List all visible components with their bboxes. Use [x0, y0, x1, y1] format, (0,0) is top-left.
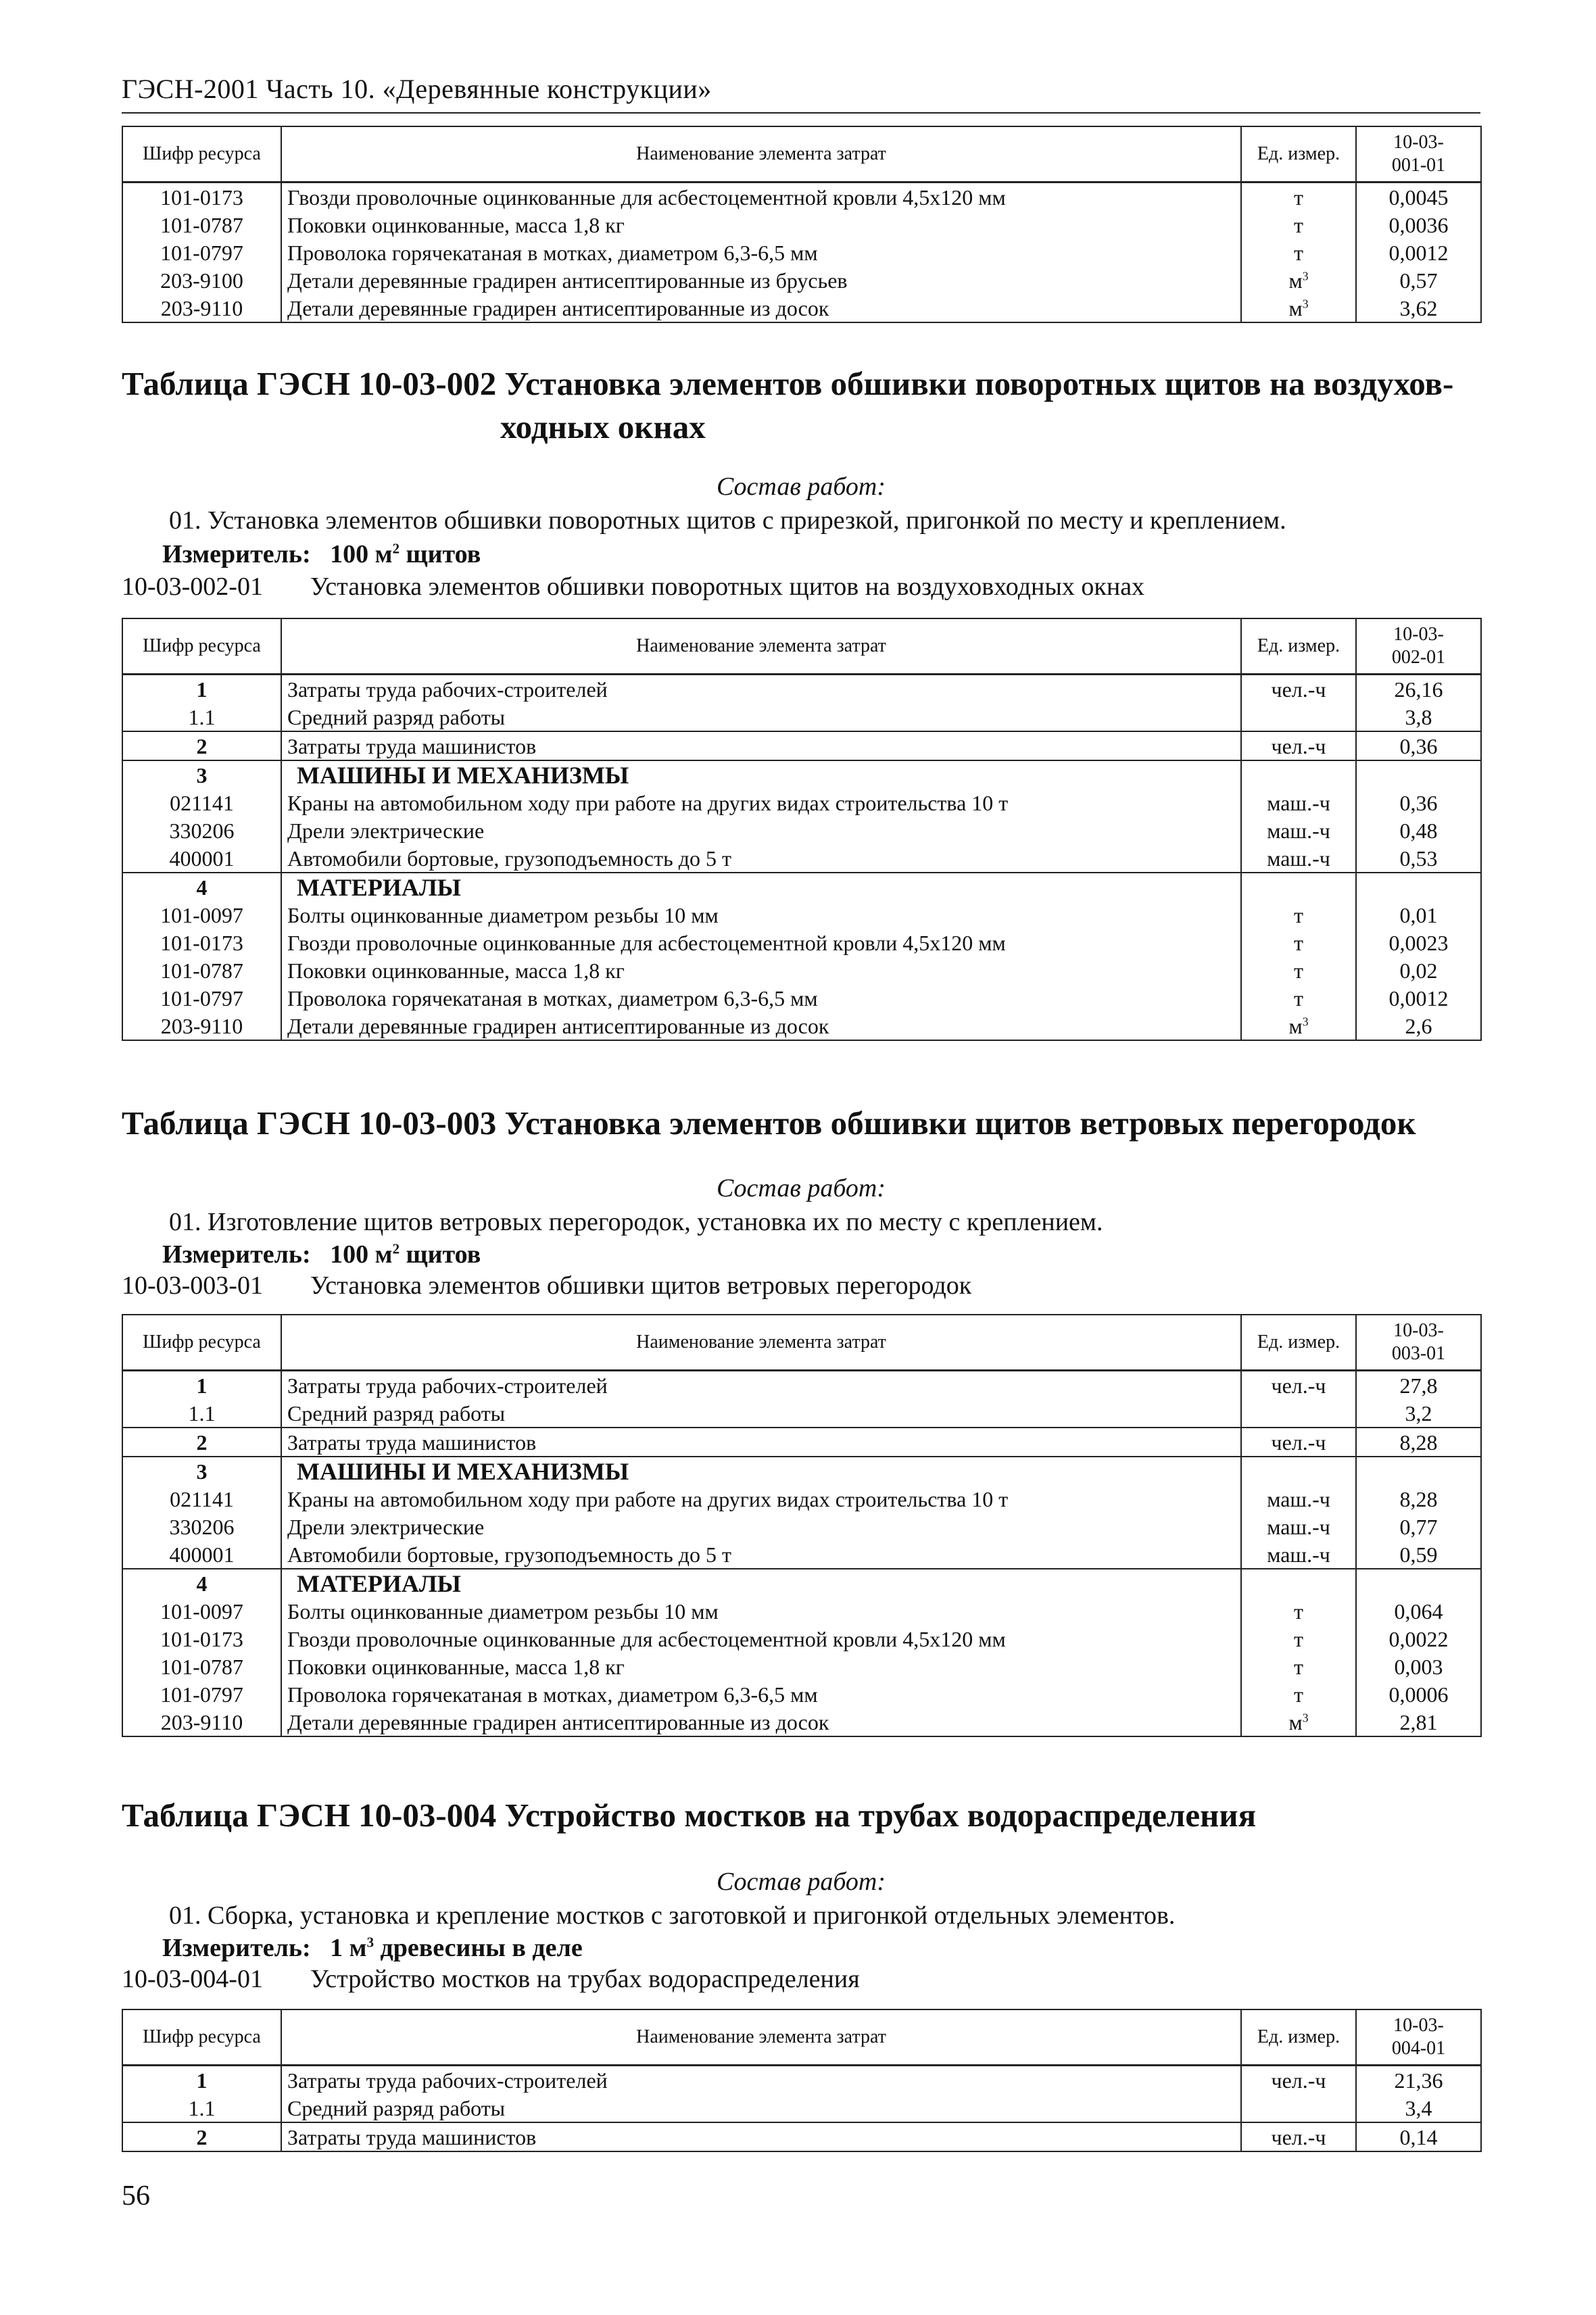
table-row: [122, 731, 1481, 760]
norm-value: 0,0012: [1356, 984, 1481, 1012]
table-row: [122, 1513, 1481, 1540]
unit-cell: [1241, 901, 1356, 929]
resource-code: 203-9110: [122, 1012, 281, 1040]
unit-cell: [1241, 844, 1356, 873]
resource-code: 3: [122, 1457, 281, 1485]
unit: чел.-ч: [1271, 1430, 1326, 1455]
table-row: [122, 2122, 1481, 2151]
resource-code: 4: [122, 1569, 281, 1597]
resource-code: 2: [122, 731, 281, 760]
unit-cell: [1241, 1708, 1356, 1736]
unit: чел.-ч: [1271, 2124, 1326, 2149]
resource-code: 1.1: [122, 1399, 281, 1428]
norm-value: [1356, 760, 1481, 789]
header-unit: Ед. измер.: [1241, 1315, 1356, 1371]
resource-code: 101-0097: [122, 1597, 281, 1625]
unit-cell: [1241, 1485, 1356, 1513]
unit-cell: [1241, 182, 1356, 212]
norm-value: 0,53: [1356, 844, 1481, 873]
norm-value: 0,59: [1356, 1540, 1481, 1569]
resource-code: 101-0787: [122, 211, 281, 239]
table-row: [122, 1597, 1481, 1625]
unit-cell: [1241, 1653, 1356, 1680]
table-row: [122, 760, 1481, 789]
table-row: [122, 182, 1481, 212]
resource-code: 400001: [122, 1540, 281, 1569]
unit-superscript: 3: [1302, 268, 1309, 283]
norm-value: 0,36: [1356, 789, 1481, 817]
resource-name: Автомобили бортовые, грузоподъемность до 5 т: [281, 1540, 1241, 1569]
unit: т: [1294, 185, 1303, 210]
unit-superscript: 3: [1302, 296, 1309, 310]
resource-name: Детали деревянные градирен антисептированные из досок: [281, 294, 1241, 322]
unit-cell: [1241, 873, 1356, 901]
header-unit: Ед. измер.: [1241, 126, 1356, 182]
unit: м: [1288, 1709, 1303, 1734]
unit-cell: [1241, 2122, 1356, 2151]
page-number: 56: [122, 2180, 150, 2212]
resource-name: Дрели электрические: [281, 817, 1241, 844]
resource-name: Краны на автомобильном ходу при работе на других видах строительства 10 т: [281, 1485, 1241, 1513]
norm-value: 0,02: [1356, 956, 1481, 984]
work-description: 01. Изготовление щитов ветровых перегородок, установка их по месту с креплением.: [169, 1208, 1103, 1236]
unit: т: [1294, 212, 1303, 237]
unit-cell: [1241, 731, 1356, 760]
header-unit: Ед. измер.: [1241, 2009, 1356, 2066]
table-row: [122, 703, 1481, 731]
table-row: [122, 1625, 1481, 1653]
norm-value: 0,003: [1356, 1653, 1481, 1680]
unit: чел.-ч: [1271, 733, 1326, 758]
unit: м: [1288, 1013, 1303, 1038]
composition-label: Состав работ:: [716, 1174, 886, 1202]
norm-value: [1356, 1569, 1481, 1597]
unit: маш.-ч: [1267, 818, 1330, 843]
table-row: [122, 239, 1481, 266]
unit: маш.-ч: [1267, 1514, 1330, 1539]
norm-value: 3,62: [1356, 294, 1481, 322]
unit: маш.-ч: [1267, 1486, 1330, 1511]
table-row: [122, 901, 1481, 929]
unit-cell: [1241, 1457, 1356, 1485]
resource-code: 1.1: [122, 703, 281, 731]
resource-table-001: [122, 126, 1482, 323]
resource-name: Проволока горячекатаная в мотках, диаметром 6,3-6,5 мм: [281, 984, 1241, 1012]
norm-value: 2,81: [1356, 1708, 1481, 1736]
resource-name: Затраты труда рабочих-строителей: [281, 1371, 1241, 1400]
resource-code: 330206: [122, 1513, 281, 1540]
table-row: [122, 789, 1481, 817]
norm-value: 8,28: [1356, 1485, 1481, 1513]
norm-line: 10-03-003-01 Установка элементов обшивки щитов ветровых перегородок: [122, 1271, 972, 1300]
resource-table-002: [122, 618, 1482, 1041]
resource-name: Детали деревянные градирен антисептированные из брусьев: [281, 266, 1241, 294]
norm-value: 0,0012: [1356, 239, 1481, 266]
meter-line: Измеритель: 100 $м^2$ щитов: [162, 1240, 481, 1269]
norm-value: 0,0006: [1356, 1680, 1481, 1708]
running-header: ГЭСН-2001 Часть 10. «Деревянные конструкции»: [122, 74, 712, 104]
resource-name: Детали деревянные градирен антисептированные из досок: [281, 1708, 1241, 1736]
table-row: [122, 1708, 1481, 1736]
unit-cell: [1241, 294, 1356, 322]
resource-name: Поковки оцинкованные, масса 1,8 кг: [281, 1653, 1241, 1680]
unit-cell: [1241, 760, 1356, 789]
work-description: 01. Сборка, установка и крепление мостков с заготовкой и пригонкой отдельных элементов.: [169, 1901, 1176, 1930]
resource-name: Затраты труда машинистов: [281, 1428, 1241, 1457]
resource-name: Средний разряд работы: [281, 2094, 1241, 2122]
table-row: [122, 1371, 1481, 1400]
norm-line: 10-03-002-01 Установка элементов обшивки поворотных щитов на воздуховходных окнах: [122, 572, 1145, 601]
table-row: [122, 844, 1481, 873]
header-name: Наименование элемента затрат: [281, 2009, 1241, 2066]
unit-cell: [1241, 1399, 1356, 1428]
unit-cell: [1241, 1625, 1356, 1653]
unit: т: [1294, 1654, 1303, 1679]
unit: т: [1294, 1682, 1303, 1707]
table-row: [122, 1428, 1481, 1457]
header-name: Наименование элемента затрат: [281, 1315, 1241, 1371]
header-code: Шифр ресурса: [122, 126, 281, 182]
unit-cell: [1241, 211, 1356, 239]
norm-value: [1356, 873, 1481, 901]
table-row: [122, 873, 1481, 901]
unit-cell: [1241, 984, 1356, 1012]
unit-cell: [1241, 1012, 1356, 1040]
norm-value: 0,0036: [1356, 211, 1481, 239]
resource-name: МАТЕРИАЛЫ: [281, 873, 1241, 901]
unit: т: [1294, 902, 1303, 927]
table-row: [122, 211, 1481, 239]
resource-name: Поковки оцинкованные, масса 1,8 кг: [281, 211, 1241, 239]
unit: т: [1294, 930, 1303, 955]
table-row: [122, 984, 1481, 1012]
unit: т: [1294, 985, 1303, 1010]
resource-code: 101-0097: [122, 901, 281, 929]
resource-code: 2: [122, 1428, 281, 1457]
unit: чел.-ч: [1271, 677, 1326, 702]
resource-code: 2: [122, 2122, 281, 2151]
resource-code: 1: [122, 2066, 281, 2095]
unit-cell: [1241, 703, 1356, 731]
unit-cell: [1241, 929, 1356, 956]
norm-value: 8,28: [1356, 1428, 1481, 1457]
resource-name: Болты оцинкованные диаметром резьбы 10 мм: [281, 1597, 1241, 1625]
resource-code: 203-9110: [122, 294, 281, 322]
resource-code: 101-0173: [122, 182, 281, 212]
norm-value: 0,48: [1356, 817, 1481, 844]
resource-code: 4: [122, 873, 281, 901]
norm-value: 3,8: [1356, 703, 1481, 731]
resource-name: МАТЕРИАЛЫ: [281, 1569, 1241, 1597]
resource-name: Затраты труда рабочих-строителей: [281, 2066, 1241, 2095]
unit-cell: [1241, 1597, 1356, 1625]
table-row: [122, 2066, 1481, 2095]
work-description: 01. Установка элементов обшивки поворотных щитов с прирезкой, пригонкой по месту и креплением.: [169, 506, 1286, 535]
resource-code: 1.1: [122, 2094, 281, 2122]
header-norm: 10-03- 003-01: [1356, 1315, 1481, 1371]
resource-name: Дрели электрические: [281, 1513, 1241, 1540]
header-unit: Ед. измер.: [1241, 618, 1356, 675]
unit-cell: [1241, 1569, 1356, 1597]
resource-name: Автомобили бортовые, грузоподъемность до 5 т: [281, 844, 1241, 873]
unit-cell: [1241, 789, 1356, 817]
unit: чел.-ч: [1271, 1373, 1326, 1398]
norm-value: 3,4: [1356, 2094, 1481, 2122]
resource-name: Проволока горячекатаная в мотках, диаметром 6,3-6,5 мм: [281, 239, 1241, 266]
table-row: [122, 294, 1481, 322]
header-name: Наименование элемента затрат: [281, 126, 1241, 182]
unit: чел.-ч: [1271, 2068, 1326, 2093]
resource-name: Краны на автомобильном ходу при работе на других видах строительства 10 т: [281, 789, 1241, 817]
unit: т: [1294, 958, 1303, 983]
resource-code: 330206: [122, 817, 281, 844]
unit-cell: [1241, 2094, 1356, 2122]
resource-code: 101-0787: [122, 1653, 281, 1680]
norm-value: 3,2: [1356, 1399, 1481, 1428]
table-row: [122, 817, 1481, 844]
table-title: Таблица ГЭСН 10-03-002 Установка элементов обшивки поворотных щитов на воздухов- ходных окнах: [122, 365, 1454, 445]
norm-value: 0,77: [1356, 1513, 1481, 1540]
header-rule: [122, 112, 1480, 114]
table-title: Таблица ГЭСН 10-03-004 Устройство мостков на трубах водораспределения: [122, 1797, 1257, 1834]
unit-cell: [1241, 1371, 1356, 1400]
resource-code: 1: [122, 1371, 281, 1400]
norm-value: 26,16: [1356, 675, 1481, 704]
header-code: Шифр ресурса: [122, 2009, 281, 2066]
table-row: [122, 1680, 1481, 1708]
unit: м: [1288, 295, 1303, 320]
unit-cell: [1241, 239, 1356, 266]
meter-line: Измеритель: 100 $м^2$ щитов: [162, 540, 481, 568]
norm-value: 0,064: [1356, 1597, 1481, 1625]
resource-name: Болты оцинкованные диаметром резьбы 10 мм: [281, 901, 1241, 929]
table-row: [122, 1457, 1481, 1485]
meter-line: Измеритель: 1 $м^3$ древесины в деле: [162, 1934, 583, 1962]
unit-superscript: 3: [1302, 1014, 1309, 1028]
table-body: [122, 182, 1481, 323]
resource-code: 1: [122, 675, 281, 704]
unit-cell: [1241, 266, 1356, 294]
table-row: [122, 1485, 1481, 1513]
header-code: Шифр ресурса: [122, 1315, 281, 1371]
resource-name: Затраты труда рабочих-строителей: [281, 675, 1241, 704]
table-row: [122, 2094, 1481, 2122]
resource-code: 101-0797: [122, 984, 281, 1012]
resource-code: 3: [122, 760, 281, 789]
norm-value: 27,8: [1356, 1371, 1481, 1400]
resource-code: 101-0173: [122, 1625, 281, 1653]
resource-name: Поковки оцинкованные, масса 1,8 кг: [281, 956, 1241, 984]
resource-name: Гвозди проволочные оцинкованные для асбестоцементной кровли 4,5х120 мм: [281, 1625, 1241, 1653]
unit: маш.-ч: [1267, 1542, 1330, 1567]
unit: м: [1288, 268, 1303, 293]
resource-table-004: [122, 2009, 1482, 2152]
resource-name: Средний разряд работы: [281, 703, 1241, 731]
resource-name: МАШИНЫ И МЕХАНИЗМЫ: [281, 760, 1241, 789]
table-row: [122, 1540, 1481, 1569]
table-body: [122, 675, 1481, 1041]
resource-name: Гвозди проволочные оцинкованные для асбестоцементной кровли 4,5х120 мм: [281, 182, 1241, 212]
norm-value: 0,14: [1356, 2122, 1481, 2151]
unit-cell: [1241, 956, 1356, 984]
resource-name: Средний разряд работы: [281, 1399, 1241, 1428]
norm-value: 0,0045: [1356, 182, 1481, 212]
unit-cell: [1241, 1428, 1356, 1457]
table-row: [122, 266, 1481, 294]
table-row: [122, 956, 1481, 984]
composition-label: Состав работ:: [716, 1868, 886, 1896]
table-row: [122, 1653, 1481, 1680]
resource-name: МАШИНЫ И МЕХАНИЗМЫ: [281, 1457, 1241, 1485]
unit-cell: [1241, 2066, 1356, 2095]
unit: маш.-ч: [1267, 846, 1330, 871]
resource-table-003: [122, 1314, 1482, 1737]
unit: т: [1294, 1599, 1303, 1624]
resource-code: 021141: [122, 789, 281, 817]
norm-value: 2,6: [1356, 1012, 1481, 1040]
norm-value: 21,36: [1356, 2066, 1481, 2095]
table-row: [122, 1399, 1481, 1428]
resource-code: 101-0797: [122, 239, 281, 266]
header-norm: 10-03- 001-01: [1356, 126, 1481, 182]
unit: т: [1294, 240, 1303, 265]
norm-value: 0,0022: [1356, 1625, 1481, 1653]
unit-cell: [1241, 1540, 1356, 1569]
table-title: Таблица ГЭСН 10-03-003 Установка элементов обшивки щитов ветровых перегородок: [122, 1104, 1416, 1142]
resource-name: Проволока горячекатаная в мотках, диаметром 6,3-6,5 мм: [281, 1680, 1241, 1708]
resource-code: 203-9100: [122, 266, 281, 294]
resource-code: 021141: [122, 1485, 281, 1513]
header-code: Шифр ресурса: [122, 618, 281, 675]
composition-label: Состав работ:: [716, 472, 886, 501]
table-row: [122, 675, 1481, 704]
resource-name: Детали деревянные градирен антисептированные из досок: [281, 1012, 1241, 1040]
norm-value: 0,0023: [1356, 929, 1481, 956]
resource-code: 101-0797: [122, 1680, 281, 1708]
unit-superscript: 3: [1302, 1710, 1309, 1724]
unit-cell: [1241, 675, 1356, 704]
norm-value: 0,36: [1356, 731, 1481, 760]
unit-cell: [1241, 817, 1356, 844]
unit-cell: [1241, 1680, 1356, 1708]
resource-name: Затраты труда машинистов: [281, 2122, 1241, 2151]
table-row: [122, 1569, 1481, 1597]
table-row: [122, 1012, 1481, 1040]
unit: маш.-ч: [1267, 790, 1330, 815]
resource-code: 400001: [122, 844, 281, 873]
resource-code: 203-9110: [122, 1708, 281, 1736]
header-name: Наименование элемента затрат: [281, 618, 1241, 675]
resource-name: Затраты труда машинистов: [281, 731, 1241, 760]
norm-value: 0,57: [1356, 266, 1481, 294]
table-row: [122, 929, 1481, 956]
norm-line: 10-03-004-01 Устройство мостков на трубах водораспределения: [122, 1965, 860, 1993]
norm-value: [1356, 1457, 1481, 1485]
table-body: [122, 1371, 1481, 1737]
resource-code: 101-0173: [122, 929, 281, 956]
norm-value: 0,01: [1356, 901, 1481, 929]
unit-cell: [1241, 1513, 1356, 1540]
header-norm: 10-03- 002-01: [1356, 618, 1481, 675]
table-body: [122, 2066, 1481, 2152]
header-norm: 10-03- 004-01: [1356, 2009, 1481, 2066]
resource-name: Гвозди проволочные оцинкованные для асбестоцементной кровли 4,5х120 мм: [281, 929, 1241, 956]
resource-code: 101-0787: [122, 956, 281, 984]
unit: т: [1294, 1626, 1303, 1651]
